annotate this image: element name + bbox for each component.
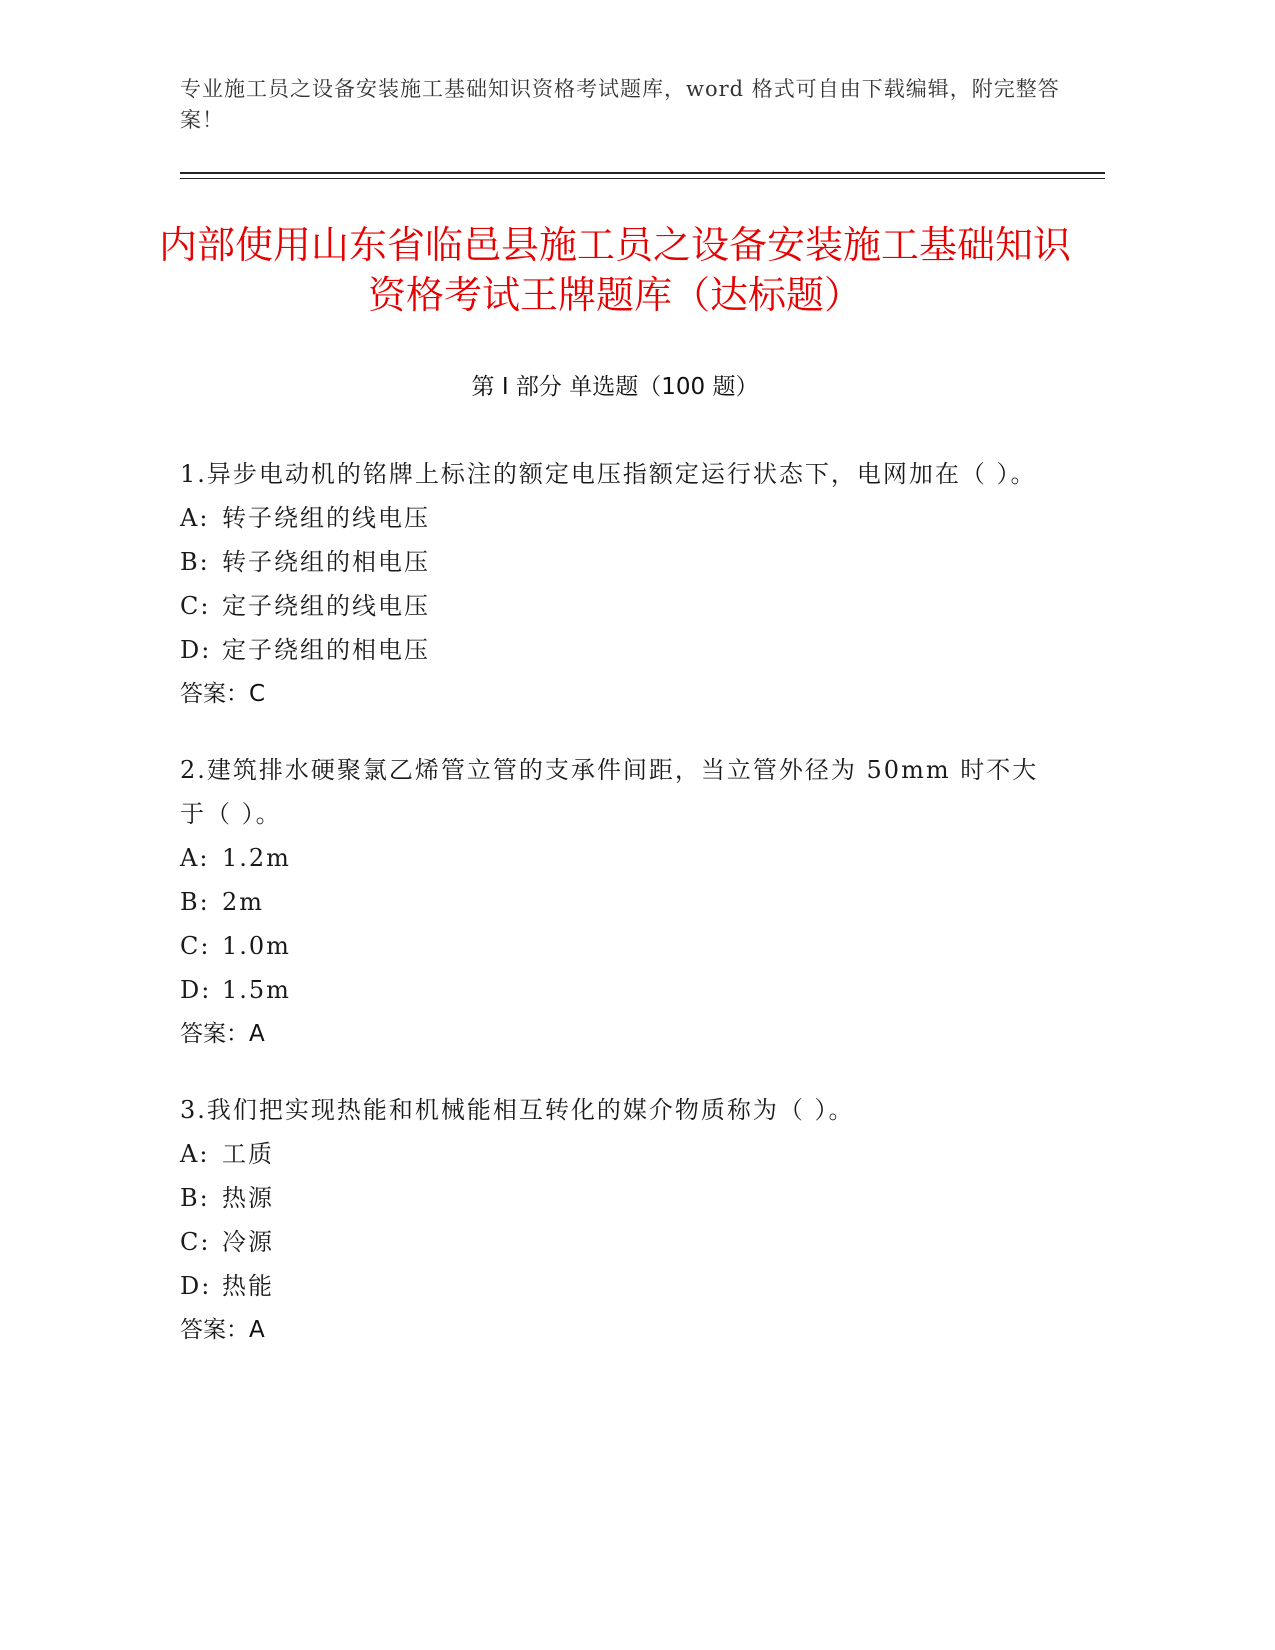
option-text: 1.2m xyxy=(222,844,291,872)
option-key: C: xyxy=(180,932,211,960)
answer-line: 答案：A xyxy=(180,1021,265,1047)
option-d xyxy=(180,1264,1040,1308)
option-key: A: xyxy=(180,844,210,872)
option-text: 热源 xyxy=(222,1184,274,1212)
option-text: 工质 xyxy=(222,1140,274,1168)
option-text: 定子绕组的相电压 xyxy=(222,636,430,664)
option-b xyxy=(180,540,1040,584)
option-key: B: xyxy=(180,888,210,916)
question-stem: 3.我们把实现热能和机械能相互转化的媒介物质称为（ ）。 xyxy=(180,1096,855,1124)
option-key: D: xyxy=(180,976,212,1004)
question-stem: 2.建筑排水硬聚氯乙烯管立管的支承件间距，当立管外径为 50mm 时不大于（ ）。 xyxy=(180,756,1039,828)
document-title: 内部使用山东省临邑县施工员之设备安装施工基础知识资格考试王牌题库（达标题） xyxy=(158,223,1071,317)
question-3 xyxy=(180,1088,1040,1352)
option-key: C: xyxy=(180,592,211,620)
option-key: B: xyxy=(180,1184,210,1212)
header-note: 专业施工员之设备安装施工基础知识资格考试题库，word 格式可自由下载编辑，附完整答案！ xyxy=(180,77,1060,132)
question-2 xyxy=(180,748,1040,1056)
option-key: A: xyxy=(180,1140,210,1168)
question-list xyxy=(180,452,1040,1384)
header-rule-thin xyxy=(180,178,1105,179)
option-c xyxy=(180,584,1040,628)
answer-line: 答案：A xyxy=(180,1317,265,1343)
option-d xyxy=(180,628,1040,672)
option-text: 2m xyxy=(222,888,265,916)
option-c xyxy=(180,924,1040,968)
option-key: D: xyxy=(180,1272,212,1300)
option-text: 转子绕组的线电压 xyxy=(222,504,430,532)
section-heading: 第 I 部分 单选题（100 题） xyxy=(471,374,759,400)
answer-line: 答案：C xyxy=(180,681,266,707)
option-text: 1.5m xyxy=(222,976,291,1004)
option-text: 转子绕组的相电压 xyxy=(222,548,430,576)
option-key: A: xyxy=(180,504,210,532)
option-text: 热能 xyxy=(222,1272,274,1300)
option-key: C: xyxy=(180,1228,211,1256)
option-text: 冷源 xyxy=(222,1228,274,1256)
header-rule-thick xyxy=(180,172,1105,174)
option-text: 1.0m xyxy=(222,932,291,960)
option-a xyxy=(180,496,1040,540)
question-1 xyxy=(180,452,1040,716)
option-text: 定子绕组的线电压 xyxy=(222,592,430,620)
option-a xyxy=(180,836,1040,880)
option-key: D: xyxy=(180,636,212,664)
question-stem: 1.异步电动机的铭牌上标注的额定电压指额定运行状态下，电网加在（ ）。 xyxy=(180,460,1037,488)
option-c xyxy=(180,1220,1040,1264)
option-key: B: xyxy=(180,548,210,576)
option-a xyxy=(180,1132,1040,1176)
option-d xyxy=(180,968,1040,1012)
option-b xyxy=(180,1176,1040,1220)
option-b xyxy=(180,880,1040,924)
